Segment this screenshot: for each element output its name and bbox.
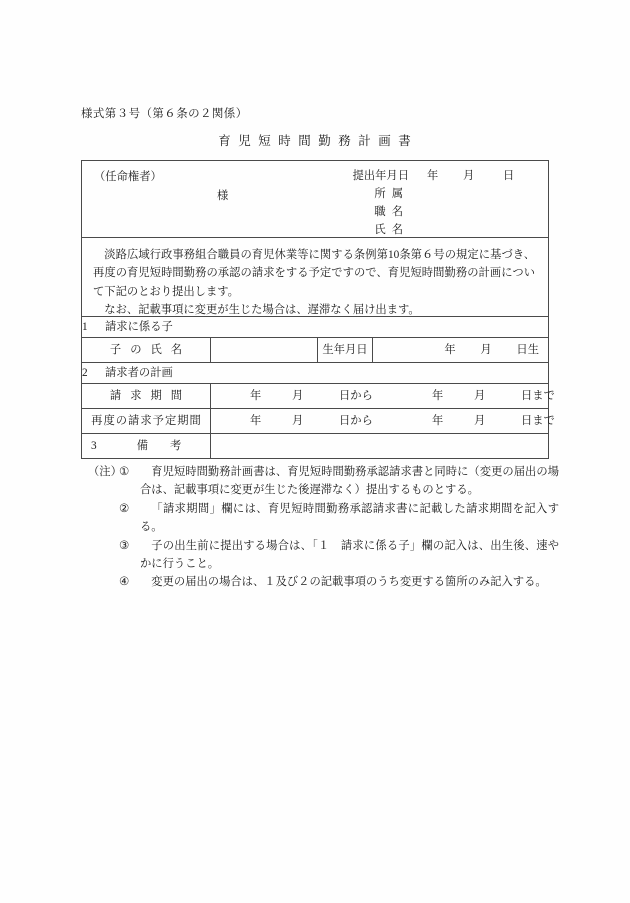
dob-inner: [444, 338, 539, 362]
section2-heading-row: [82, 363, 549, 384]
note-item: [81, 500, 559, 537]
note-marker-3: ③: [119, 539, 130, 552]
request-period-row: [82, 384, 549, 409]
replanned-from-day[interactable]: 日から: [339, 415, 373, 427]
section1-heading: [82, 317, 549, 338]
header-cell: [82, 161, 549, 238]
name-row: [327, 221, 542, 239]
note-item: [81, 573, 559, 591]
replanned-to-month[interactable]: 月: [474, 415, 486, 427]
section2-number: 2: [82, 367, 88, 379]
affiliation-label: 所属: [374, 188, 409, 200]
replanned-from-month[interactable]: 月: [292, 415, 304, 427]
note-item: [81, 537, 559, 574]
statement-paragraph-1: 淡路広域行政事務組合職員の育児休業等に関する条例第10条第６号の規定に基づき、再度の育児短時間勤務の承認の請求をする予定ですので、育児短時間勤務の計画について下記のとおり提出します。: [93, 249, 535, 298]
submit-date-row: [327, 167, 542, 185]
request-period-fields[interactable]: [211, 384, 555, 409]
notes-block: [81, 463, 559, 592]
note-marker-4: ④: [119, 576, 130, 589]
request-period-label: 請求期間: [82, 384, 211, 409]
dob-label: 生年月日: [318, 338, 373, 363]
section1-heading-row: [82, 317, 549, 338]
note-marker-2: ②: [119, 502, 130, 515]
request-period-inner: [250, 384, 555, 408]
note-marker-1: ①: [119, 466, 130, 478]
request-from-year[interactable]: 年: [250, 390, 262, 402]
replanned-from-year[interactable]: 年: [250, 415, 262, 427]
submitter-block: [327, 167, 542, 239]
affiliation-row: [327, 185, 542, 203]
honorific-label: 様: [217, 190, 229, 202]
name-label: 氏名: [374, 224, 409, 236]
child-name-input[interactable]: [211, 338, 318, 363]
position-label: 職名: [374, 206, 409, 218]
dob-year[interactable]: 年: [444, 344, 456, 356]
submit-year[interactable]: 年: [427, 170, 439, 182]
header-row: [82, 161, 549, 238]
remarks-label-cell: [82, 434, 211, 459]
section1-title: 請求に係る子: [105, 321, 173, 333]
section2-title: 請求者の計画: [105, 367, 173, 379]
appointer-label: （任命権者）: [94, 171, 162, 183]
note-text-3: 子の出生前に提出する場合は、「１ 請求に係る子」欄の記入は、出生後、速やかに行うこと。: [140, 539, 559, 571]
form-number: 様式第３号（第６条の２関係）: [81, 108, 248, 120]
page-title: 育児短時間勤務計画書: [218, 134, 419, 148]
section3-number: 3: [91, 440, 97, 452]
request-to-year[interactable]: 年: [432, 390, 444, 402]
request-to-day[interactable]: 日まで: [521, 390, 555, 402]
replanned-to-year[interactable]: 年: [432, 415, 444, 427]
submit-date-fields: [409, 167, 514, 183]
position-row: [327, 203, 542, 221]
note-text-1: 育児短時間勤務計画書は、育児短時間勤務承認請求書と同時に（変更の届出の場合は、記載事項に変更が生じた後遅滞なく）提出するものとする。: [140, 466, 559, 497]
child-name-label: 子の氏名: [82, 338, 211, 363]
child-row: [82, 338, 549, 363]
request-to-month[interactable]: 月: [474, 390, 486, 402]
statement-row: [82, 238, 549, 317]
submit-day[interactable]: 日: [503, 170, 515, 182]
form-table: [81, 160, 555, 459]
request-from-month[interactable]: 月: [292, 390, 304, 402]
section2-heading: [82, 363, 549, 384]
section1-number: 1: [82, 321, 88, 333]
remarks-row: [82, 434, 549, 459]
submit-month[interactable]: 月: [463, 170, 475, 182]
dob-day[interactable]: 日生: [516, 344, 539, 356]
replanned-to-day[interactable]: 日まで: [521, 415, 555, 427]
replanned-period-inner: [250, 409, 555, 433]
statement-text: [93, 246, 535, 319]
replanned-period-fields[interactable]: [211, 409, 555, 434]
statement-paragraph-2: なお、記載事項に変更が生じた場合は、遅滞なく届け出ます。: [104, 303, 420, 316]
remarks-input[interactable]: [211, 434, 549, 459]
statement-cell: [82, 238, 549, 317]
note-text-2: 「請求期間」欄には、育児短時間勤務承認請求書に記載した請求期間を記入する。: [140, 502, 559, 534]
request-from-day[interactable]: 日から: [339, 390, 373, 402]
dob-fields[interactable]: [373, 338, 549, 363]
dob-month[interactable]: 月: [480, 344, 492, 356]
note-text-4: 変更の届出の場合は、１及び２の記載事項のうち変更する箇所のみ記入する。: [151, 576, 547, 589]
submit-date-label: 提出年月日: [352, 170, 409, 182]
section3-title: 備考: [136, 440, 204, 452]
replanned-period-row: [82, 409, 549, 434]
replanned-period-label: 再度の請求予定期間: [82, 409, 211, 434]
note-item: [81, 463, 559, 500]
notes-heading: （注）: [88, 466, 122, 478]
